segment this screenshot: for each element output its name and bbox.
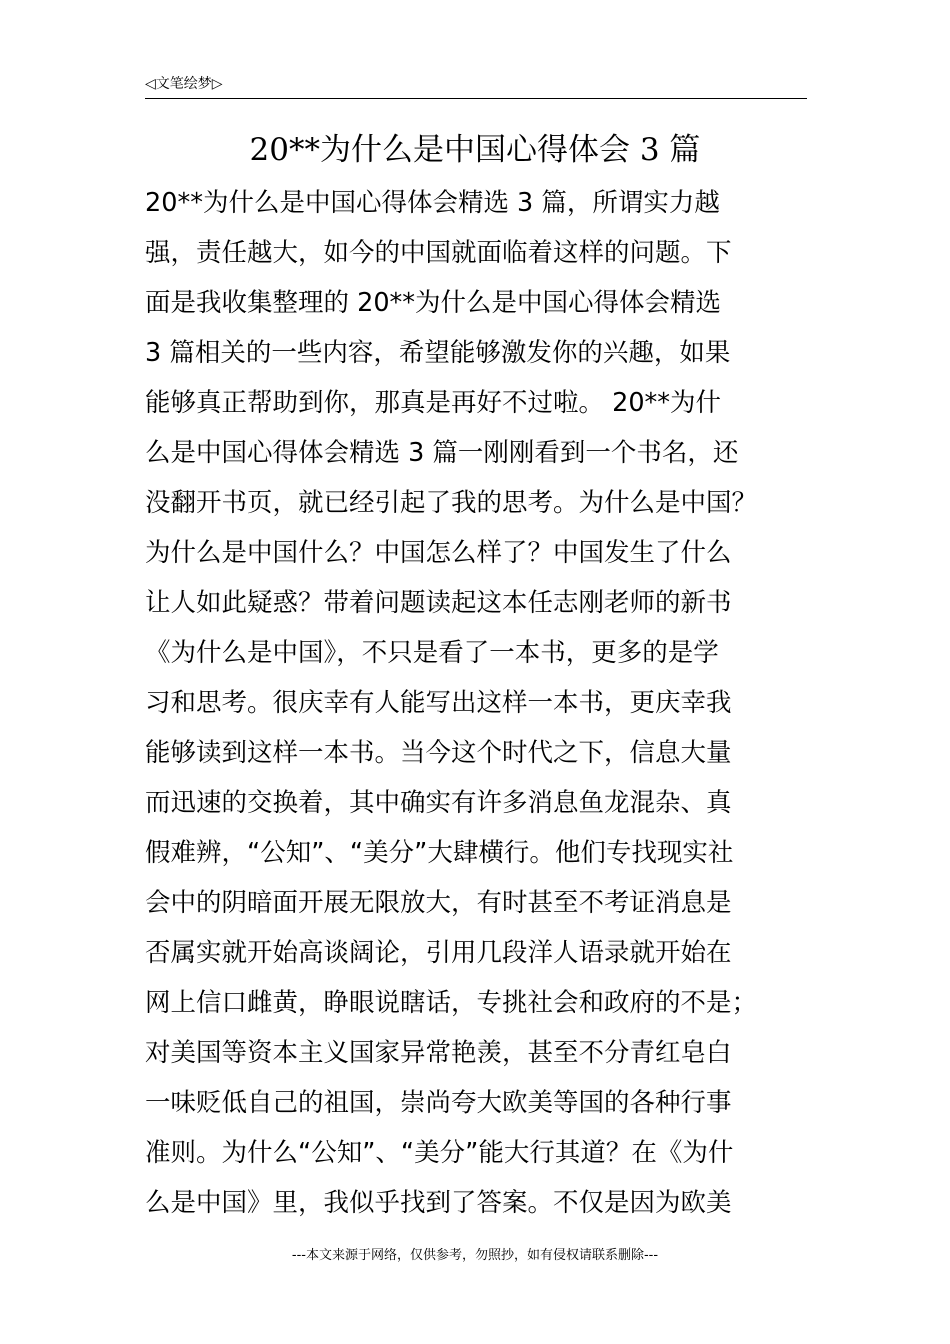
body-line: 会中的阴暗面开展无限放大，有时甚至不考证消息是 [145, 888, 732, 918]
document-title: 20**为什么是中国心得体会 3 篇 [249, 132, 701, 168]
body-line: 面是我收集整理的 20**为什么是中国心得体会精选 [145, 288, 722, 318]
body-line: 而迅速的交换着，其中确实有许多消息鱼龙混杂、真 [145, 788, 732, 818]
page-footer: ---本文来源于网络，仅供参考，勿照抄，如有侵权请联系删除--- [291, 1248, 659, 1263]
body-line: 能够真正帮助到你，那真是再好不过啦。 20**为什 [145, 388, 722, 418]
header-text: ◁文笔绘梦▷ [145, 76, 223, 92]
body-line: 为什么是中国什么？中国怎么样了？中国发生了什么 [145, 538, 732, 568]
body-line: 一味贬低自己的祖国，崇尚夸大欧美等国的各种行事 [145, 1088, 732, 1118]
document-body [145, 178, 845, 1228]
body-line: 假难辨，“公知”、“美分”大肆横行。他们专找现实社 [145, 838, 734, 868]
body-line: 对美国等资本主义国家异常艳羡，甚至不分青红皂白 [145, 1038, 732, 1068]
body-line: 习和思考。很庆幸有人能写出这样一本书，更庆幸我 [145, 688, 732, 718]
body-line: 20**为什么是中国心得体会精选 3 篇，所谓实力越 [145, 188, 720, 218]
body-line: 强，责任越大，如今的中国就面临着这样的问题。下 [145, 238, 732, 268]
page-header [145, 72, 807, 99]
body-line: 《为什么是中国》，不只是看了一本书，更多的是学 [145, 638, 719, 668]
body-line: 能够读到这样一本书。当今这个时代之下，信息大量 [145, 738, 732, 768]
body-line: 网上信口雌黄，睁眼说瞎话，专挑社会和政府的不是； [145, 988, 758, 1018]
body-line: 让人如此疑惑？带着问题读起这本任志刚老师的新书 [145, 588, 732, 618]
body-line: 准则。为什么“公知”、“美分”能大行其道？在《为什 [145, 1138, 734, 1168]
body-line: 么是中国心得体会精选 3 篇一刚刚看到一个书名，还 [145, 438, 739, 468]
body-line: 3 篇相关的一些内容，希望能够激发你的兴趣，如果 [145, 338, 731, 368]
body-line: 么是中国》里，我似乎找到了答案。不仅是因为欧美 [145, 1188, 732, 1218]
body-line: 没翻开书页，就已经引起了我的思考。为什么是中国？ [145, 488, 758, 518]
body-line: 否属实就开始高谈阔论，引用几段洋人语录就开始在 [145, 938, 732, 968]
